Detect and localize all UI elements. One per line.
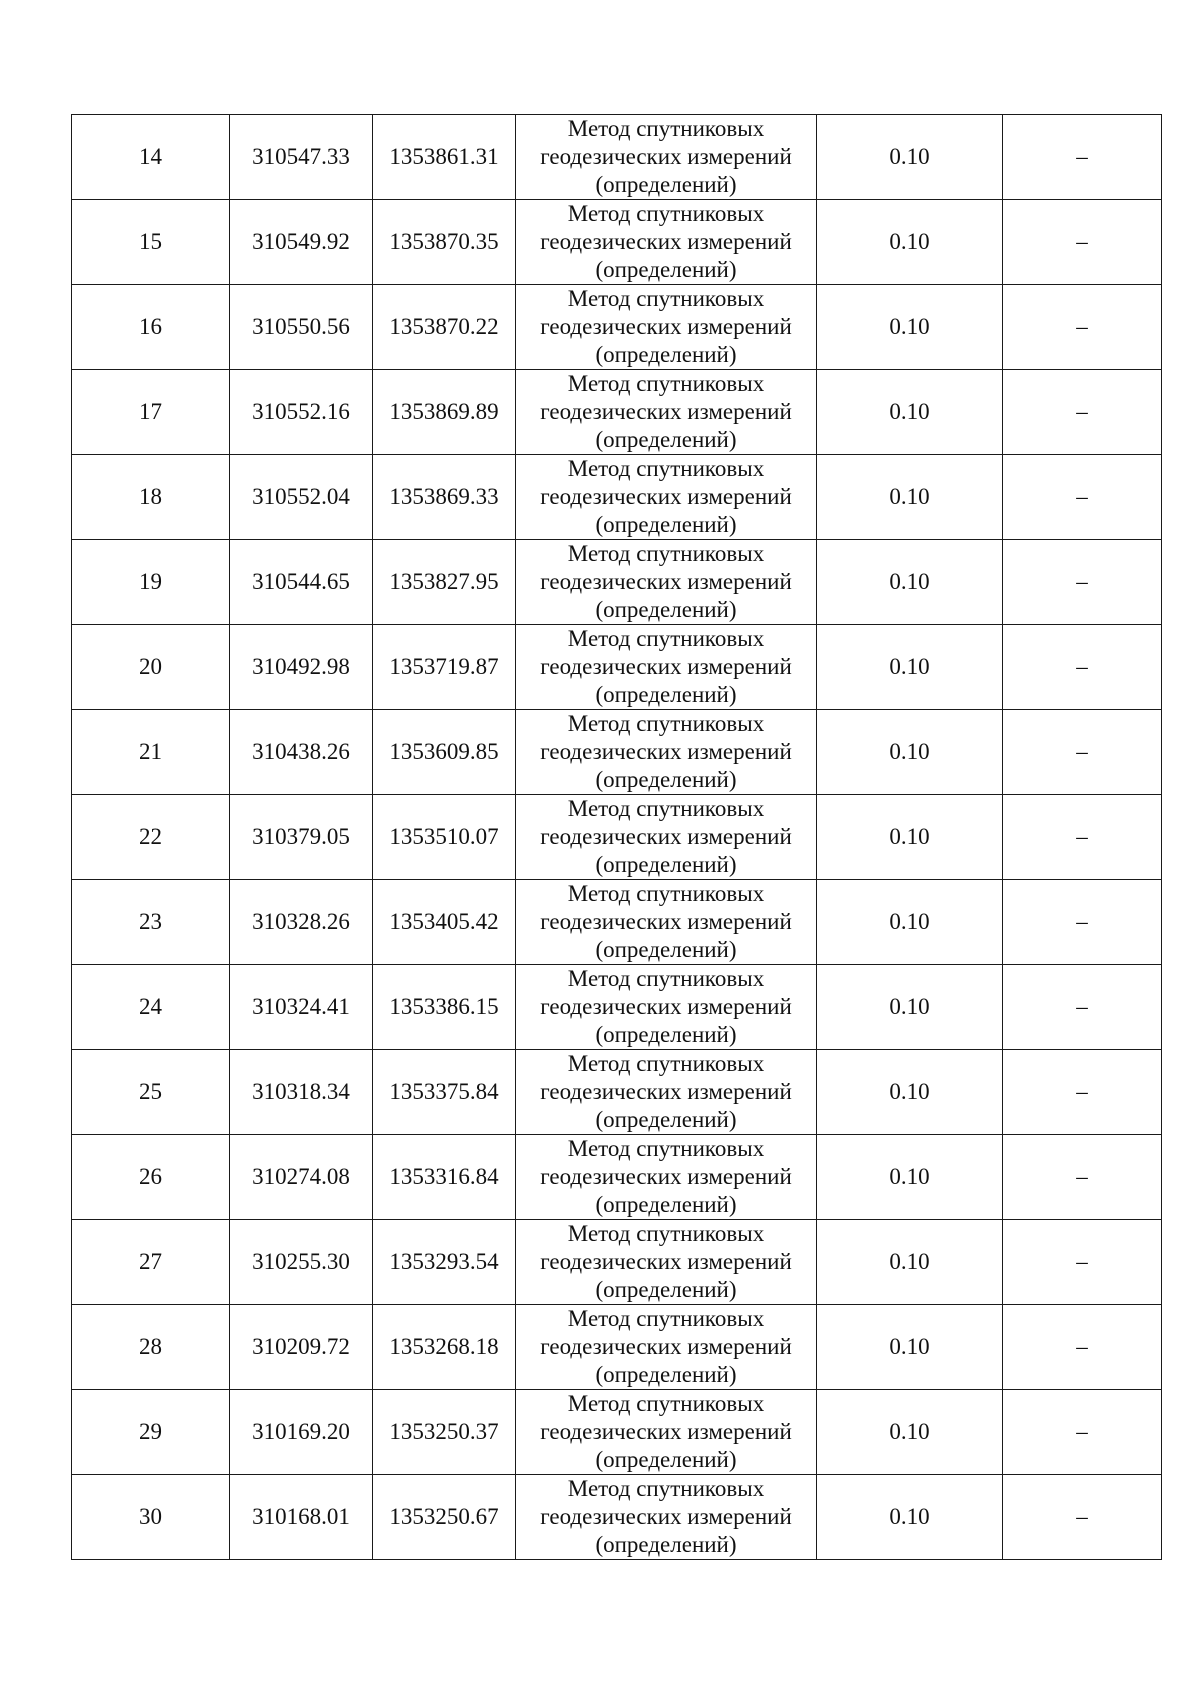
method-line-1: Метод спутниковых [567,881,765,906]
x-coordinate-cell: 310379.05 [230,795,373,880]
note-cell: – [1003,285,1162,370]
method-cell [516,1050,817,1135]
y-coordinate-cell: 1353869.89 [373,370,516,455]
table-row [72,625,1162,710]
method-cell [516,625,817,710]
accuracy-cell: 0.10 [817,540,1003,625]
method-line-2: геодезических измерений [540,654,792,679]
note-cell: – [1003,200,1162,285]
method-cell [516,1220,817,1305]
table-row [72,1475,1162,1560]
method-line-3: (определений) [595,682,737,707]
point-number-cell: 22 [72,795,230,880]
note-cell: – [1003,455,1162,540]
point-number-cell: 17 [72,370,230,455]
table-row [72,1390,1162,1475]
method-cell [516,285,817,370]
x-coordinate-cell: 310549.92 [230,200,373,285]
method-line-1: Метод спутниковых [567,456,765,481]
accuracy-cell: 0.10 [817,115,1003,200]
x-coordinate-cell: 310544.65 [230,540,373,625]
method-line-1: Метод спутниковых [567,371,765,396]
method-line-3: (определений) [595,1192,737,1217]
method-line-1: Метод спутниковых [567,1221,765,1246]
method-line-2: геодезических измерений [540,569,792,594]
y-coordinate-cell: 1353827.95 [373,540,516,625]
method-line-1: Метод спутниковых [567,711,765,736]
accuracy-cell: 0.10 [817,370,1003,455]
method-line-1: Метод спутниковых [567,796,765,821]
method-line-1: Метод спутниковых [567,286,765,311]
table-row [72,115,1162,200]
method-line-2: геодезических измерений [540,1504,792,1529]
x-coordinate-cell: 310492.98 [230,625,373,710]
method-line-3: (определений) [595,342,737,367]
table-row [72,710,1162,795]
method-line-1: Метод спутниковых [567,1136,765,1161]
x-coordinate-cell: 310255.30 [230,1220,373,1305]
method-line-3: (определений) [595,937,737,962]
table-row [72,370,1162,455]
note-cell: – [1003,115,1162,200]
method-line-3: (определений) [595,512,737,537]
method-line-3: (определений) [595,852,737,877]
table-row [72,880,1162,965]
method-line-1: Метод спутниковых [567,1476,765,1501]
method-line-3: (определений) [595,1447,737,1472]
accuracy-cell: 0.10 [817,1475,1003,1560]
method-cell [516,1475,817,1560]
accuracy-cell: 0.10 [817,965,1003,1050]
method-line-3: (определений) [595,427,737,452]
point-number-cell: 30 [72,1475,230,1560]
y-coordinate-cell: 1353870.35 [373,200,516,285]
x-coordinate-cell: 310547.33 [230,115,373,200]
point-number-cell: 23 [72,880,230,965]
x-coordinate-cell: 310274.08 [230,1135,373,1220]
method-line-1: Метод спутниковых [567,201,765,226]
point-number-cell: 18 [72,455,230,540]
method-cell [516,795,817,880]
point-number-cell: 20 [72,625,230,710]
accuracy-cell: 0.10 [817,1390,1003,1475]
coordinates-table [71,114,1162,1560]
table-row [72,965,1162,1050]
note-cell: – [1003,1475,1162,1560]
method-line-3: (определений) [595,1532,737,1557]
note-cell: – [1003,370,1162,455]
point-number-cell: 25 [72,1050,230,1135]
method-line-3: (определений) [595,1277,737,1302]
y-coordinate-cell: 1353609.85 [373,710,516,795]
point-number-cell: 26 [72,1135,230,1220]
method-line-2: геодезических измерений [540,1334,792,1359]
accuracy-cell: 0.10 [817,455,1003,540]
x-coordinate-cell: 310168.01 [230,1475,373,1560]
method-line-3: (определений) [595,767,737,792]
table-row [72,1135,1162,1220]
method-line-2: геодезических измерений [540,739,792,764]
method-line-1: Метод спутниковых [567,1306,765,1331]
y-coordinate-cell: 1353250.67 [373,1475,516,1560]
point-number-cell: 15 [72,200,230,285]
method-line-3: (определений) [595,1022,737,1047]
method-line-2: геодезических измерений [540,1079,792,1104]
method-line-1: Метод спутниковых [567,626,765,651]
point-number-cell: 16 [72,285,230,370]
method-line-3: (определений) [595,257,737,282]
method-line-1: Метод спутниковых [567,966,765,991]
method-cell [516,1135,817,1220]
accuracy-cell: 0.10 [817,200,1003,285]
point-number-cell: 14 [72,115,230,200]
table-row [72,795,1162,880]
y-coordinate-cell: 1353405.42 [373,880,516,965]
y-coordinate-cell: 1353268.18 [373,1305,516,1390]
point-number-cell: 24 [72,965,230,1050]
table-row [72,1050,1162,1135]
method-cell [516,455,817,540]
point-number-cell: 29 [72,1390,230,1475]
note-cell: – [1003,880,1162,965]
method-line-1: Метод спутниковых [567,1051,765,1076]
x-coordinate-cell: 310209.72 [230,1305,373,1390]
method-line-2: геодезических измерений [540,1249,792,1274]
note-cell: – [1003,710,1162,795]
method-line-1: Метод спутниковых [567,1391,765,1416]
method-line-2: геодезических измерений [540,909,792,934]
method-line-2: геодезических измерений [540,994,792,1019]
method-cell [516,200,817,285]
method-line-2: геодезических измерений [540,1164,792,1189]
note-cell: – [1003,625,1162,710]
x-coordinate-cell: 310550.56 [230,285,373,370]
method-line-3: (определений) [595,1107,737,1132]
point-number-cell: 28 [72,1305,230,1390]
table-row [72,200,1162,285]
y-coordinate-cell: 1353375.84 [373,1050,516,1135]
accuracy-cell: 0.10 [817,1305,1003,1390]
method-cell [516,1305,817,1390]
method-line-2: геодезических измерений [540,314,792,339]
y-coordinate-cell: 1353293.54 [373,1220,516,1305]
method-cell [516,880,817,965]
accuracy-cell: 0.10 [817,625,1003,710]
y-coordinate-cell: 1353869.33 [373,455,516,540]
x-coordinate-cell: 310324.41 [230,965,373,1050]
table-row [72,285,1162,370]
note-cell: – [1003,1220,1162,1305]
note-cell: – [1003,965,1162,1050]
x-coordinate-cell: 310552.16 [230,370,373,455]
method-line-1: Метод спутниковых [567,541,765,566]
x-coordinate-cell: 310169.20 [230,1390,373,1475]
note-cell: – [1003,1135,1162,1220]
y-coordinate-cell: 1353510.07 [373,795,516,880]
x-coordinate-cell: 310328.26 [230,880,373,965]
table-row [72,1220,1162,1305]
method-line-2: геодезических измерений [540,824,792,849]
method-cell [516,965,817,1050]
accuracy-cell: 0.10 [817,795,1003,880]
method-line-1: Метод спутниковых [567,116,765,141]
method-line-2: геодезических измерений [540,399,792,424]
y-coordinate-cell: 1353250.37 [373,1390,516,1475]
note-cell: – [1003,1305,1162,1390]
method-cell [516,710,817,795]
method-line-2: геодезических измерений [540,229,792,254]
accuracy-cell: 0.10 [817,1220,1003,1305]
method-line-2: геодезических измерений [540,484,792,509]
method-cell [516,115,817,200]
method-line-2: геодезических измерений [540,1419,792,1444]
accuracy-cell: 0.10 [817,285,1003,370]
note-cell: – [1003,1050,1162,1135]
note-cell: – [1003,1390,1162,1475]
method-line-3: (определений) [595,597,737,622]
method-cell [516,540,817,625]
note-cell: – [1003,540,1162,625]
y-coordinate-cell: 1353386.15 [373,965,516,1050]
method-line-2: геодезических измерений [540,144,792,169]
accuracy-cell: 0.10 [817,1050,1003,1135]
y-coordinate-cell: 1353870.22 [373,285,516,370]
note-cell: – [1003,795,1162,880]
point-number-cell: 19 [72,540,230,625]
table-row [72,455,1162,540]
accuracy-cell: 0.10 [817,1135,1003,1220]
table-row [72,540,1162,625]
method-line-3: (определений) [595,1362,737,1387]
x-coordinate-cell: 310318.34 [230,1050,373,1135]
y-coordinate-cell: 1353719.87 [373,625,516,710]
method-line-3: (определений) [595,172,737,197]
x-coordinate-cell: 310438.26 [230,710,373,795]
method-cell [516,1390,817,1475]
accuracy-cell: 0.10 [817,880,1003,965]
method-cell [516,370,817,455]
coordinates-table-body [72,115,1162,1560]
point-number-cell: 21 [72,710,230,795]
y-coordinate-cell: 1353316.84 [373,1135,516,1220]
point-number-cell: 27 [72,1220,230,1305]
table-row [72,1305,1162,1390]
x-coordinate-cell: 310552.04 [230,455,373,540]
y-coordinate-cell: 1353861.31 [373,115,516,200]
accuracy-cell: 0.10 [817,710,1003,795]
